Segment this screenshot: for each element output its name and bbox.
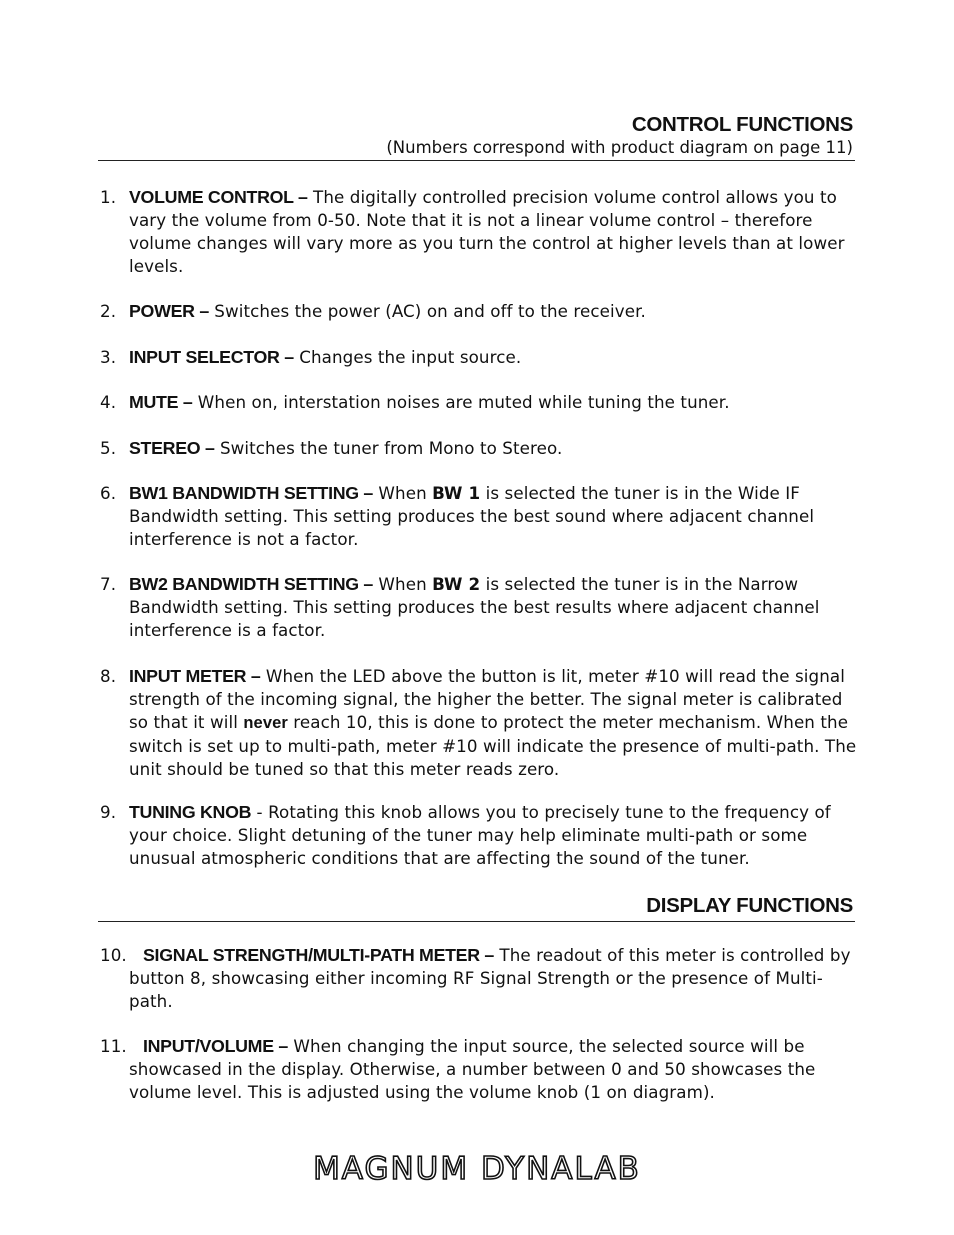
item-text: - Rotating this knob allows you to precisely tune to the frequency of your choice. Slight detuning of the tuner may help eliminate multi-path or some unusual atmospheric conditions that are affecting the sound of the tuner. (129, 802, 831, 868)
list-item-input-volume (100, 1035, 860, 1104)
list-item-input-meter (100, 665, 860, 781)
item-number: 1. (100, 187, 117, 207)
item-text: When (373, 483, 433, 503)
list-item-tuning-knob (100, 801, 860, 870)
item-number: 6. (100, 483, 117, 503)
section-title-display-functions: DISPLAY FUNCTIONS (646, 894, 853, 917)
item-number: 11. (100, 1036, 127, 1056)
item-term: BW2 BANDWIDTH SETTING – (129, 574, 374, 594)
item-term: SIGNAL STRENGTH/MULTI-PATH METER – (143, 945, 495, 965)
item-text: Changes the input source. (293, 347, 522, 367)
item-text: When (373, 574, 433, 594)
item-text: is selected the tuner is in the Wide IF Bandwidth setting. This setting produces the best sound where adjacent channel interference is not a factor. (129, 483, 815, 549)
item-number: 4. (100, 392, 117, 412)
item-text: When changing the input source, the selected source will be showcased in the display. Otherwise, a number between 0 and 50 showcases the volume level. This is adjusted using the volume knob (1 on diagram). (129, 1036, 816, 1102)
list-item-stereo (100, 437, 860, 460)
item-number: 3. (100, 347, 117, 367)
item-term: INPUT SELECTOR – (129, 347, 294, 367)
display-functions-header (98, 894, 855, 922)
logo-text: MAGNUM DYNALAB (313, 1151, 641, 1187)
item-text: reach 10, this is done to protect the meter mechanism. When the switch is set up to multi-path, meter #10 will indicate the presence of multi-path. The unit should be tuned so that this meter reads zero. (129, 712, 857, 779)
item-text: The readout of this meter is controlled by button 8, showcasing either incoming RF Signal Strength or the presence of Multi-path. (129, 945, 851, 1011)
control-functions-header (98, 113, 855, 161)
item-emphasis: BW 1 (432, 483, 481, 503)
item-text: is selected the tuner is in the Narrow Bandwidth setting. This setting produces the best results where adjacent channel interference is a factor. (129, 574, 820, 640)
item-number: 8. (100, 666, 117, 686)
item-number: 10. (100, 945, 127, 965)
magnum-dynalab-logo (277, 1148, 677, 1188)
item-number: 5. (100, 438, 117, 458)
section-title-control-functions: CONTROL FUNCTIONS (631, 113, 853, 136)
item-term: INPUT/VOLUME – (143, 1036, 288, 1056)
item-term: STEREO – (129, 438, 215, 458)
item-text: Switches the tuner from Mono to Stereo. (214, 438, 563, 458)
item-number: 2. (100, 301, 117, 321)
list-item-power (100, 300, 860, 323)
list-item-bw2-bandwidth (100, 573, 860, 642)
item-text: When on, interstation noises are muted while tuning the tuner. (192, 392, 730, 412)
item-term: TUNING KNOB (129, 802, 252, 822)
list-item-volume-control (100, 186, 860, 278)
item-text: Switches the power (AC) on and off to the receiver. (208, 301, 646, 321)
item-text: When the LED above the button is lit, meter #10 will read the signal strength of the incoming signal, the higher the better. The signal meter is calibrated so that it will (129, 666, 845, 732)
item-emphasis: BW 2 (432, 574, 481, 594)
item-emphasis: never (243, 714, 288, 732)
list-item-mute (100, 391, 860, 414)
item-term: POWER – (129, 301, 209, 321)
list-item-signal-strength-meter (100, 944, 860, 1013)
item-text: The digitally controlled precision volume control allows you to vary the volume from 0-50. Note that it is not a linear volume control – therefore volume changes will vary more as you turn the control at higher levels than at lower levels. (129, 187, 845, 276)
item-term: INPUT METER – (129, 666, 261, 686)
section-subtitle: (Numbers correspond with product diagram on page 11) (386, 138, 853, 157)
list-item-input-selector (100, 346, 860, 369)
brand-logo (0, 1148, 954, 1192)
list-item-bw1-bandwidth (100, 482, 860, 551)
item-term: VOLUME CONTROL – (129, 187, 308, 207)
item-number: 7. (100, 574, 117, 594)
item-term: BW1 BANDWIDTH SETTING – (129, 483, 374, 503)
item-term: MUTE – (129, 392, 193, 412)
item-number: 9. (100, 802, 117, 822)
